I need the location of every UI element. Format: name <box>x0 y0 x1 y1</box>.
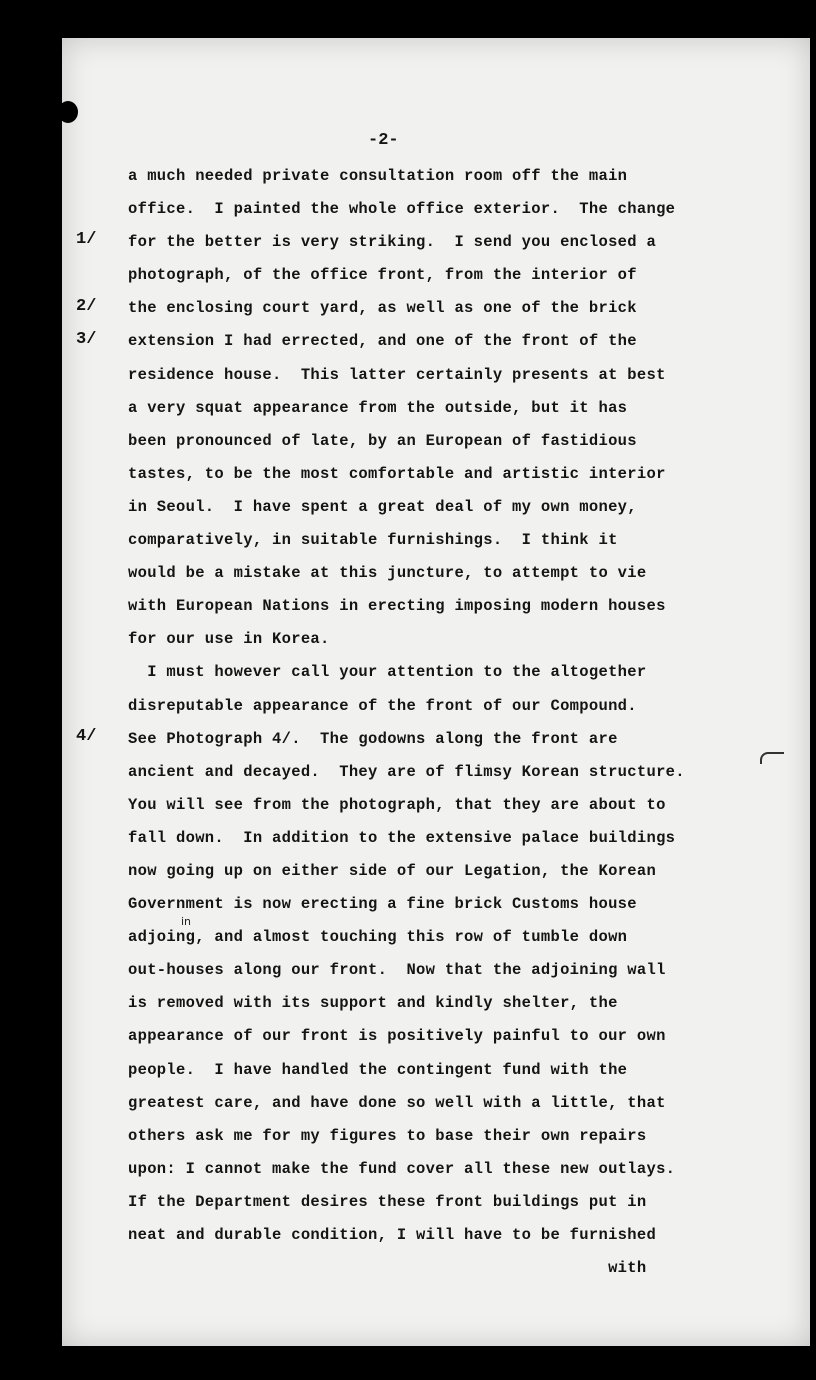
text-line: tastes, to be the most comfortable and artistic interior <box>128 464 666 483</box>
text-line: greatest care, and have done so well with a little, that <box>128 1093 666 1112</box>
text-line: neat and durable condition, I will have to be furnished <box>128 1226 657 1244</box>
text-line: I must however call your attention to the altogether <box>128 663 647 682</box>
text-line: with European Nations in erecting imposing modern houses <box>128 597 666 616</box>
text-line: is removed with its support and kindly shelter, the <box>128 994 618 1013</box>
text-line: in Seoul. I have spent a great deal of my own money, <box>128 497 637 516</box>
text-line: You will see from the photograph, that they are about to <box>128 795 666 814</box>
text-line: others ask me for my figures to base their own repairs <box>128 1126 647 1145</box>
text-line: fall down. In addition to the extensive palace buildings <box>128 828 676 847</box>
page-number: -2- <box>368 131 399 150</box>
text-line: If the Department desires these front buildings put in <box>128 1192 647 1211</box>
text-line: comparatively, in suitable furnishings. I think it <box>128 531 618 550</box>
text-line: a very squat appearance from the outside, but it has <box>128 398 628 417</box>
text-line: a much needed private consultation room off the main <box>128 167 628 185</box>
letter-body <box>128 160 808 1285</box>
text-line: with <box>128 1259 647 1278</box>
margin-note-3: 3/ <box>76 330 97 349</box>
text-line: ancient and decayed. They are of flimsy Korean structure. <box>128 762 685 781</box>
text-line: out-houses along our front. Now that the adjoining wall <box>128 961 666 980</box>
text-line: office. I painted the whole office exterior. The change <box>128 200 676 219</box>
punch-hole <box>58 101 78 123</box>
text-line: disreputable appearance of the front of our Compound. <box>128 696 637 715</box>
text-line: for the better is very striking. I send you enclosed a <box>128 233 657 252</box>
text-line: extension I had errected, and one of the front of the <box>128 332 637 351</box>
text-line: upon: I cannot make the fund cover all these new outlays. <box>128 1159 676 1178</box>
text-line: photograph, of the office front, from the interior of <box>128 266 637 285</box>
text-line: residence house. This latter certainly presents at best <box>128 365 666 384</box>
margin-note-1: 1/ <box>76 230 97 249</box>
margin-note-2: 2/ <box>76 297 97 316</box>
text-line: See Photograph 4/. The godowns along the front are <box>128 729 618 748</box>
text-line: appearance of our front is positively painful to our own <box>128 1027 666 1046</box>
text-line: would be a mistake at this juncture, to attempt to vie <box>128 564 647 583</box>
text-line: the enclosing court yard, as well as one of the brick <box>128 299 637 318</box>
text-line: people. I have handled the contingent fund with the <box>128 1060 628 1079</box>
text-line: Government is now erecting a fine brick Customs house <box>128 895 637 914</box>
handwritten-insert: in <box>181 915 192 928</box>
margin-note-4: 4/ <box>76 727 97 746</box>
text-line: adjoing, and almost touching this row of tumble down <box>128 928 628 947</box>
text-line: now going up on either side of our Legation, the Korean <box>128 861 657 880</box>
text-line: for our use in Korea. <box>128 630 330 649</box>
text-line: been pronounced of late, by an European of fastidious <box>128 431 637 450</box>
